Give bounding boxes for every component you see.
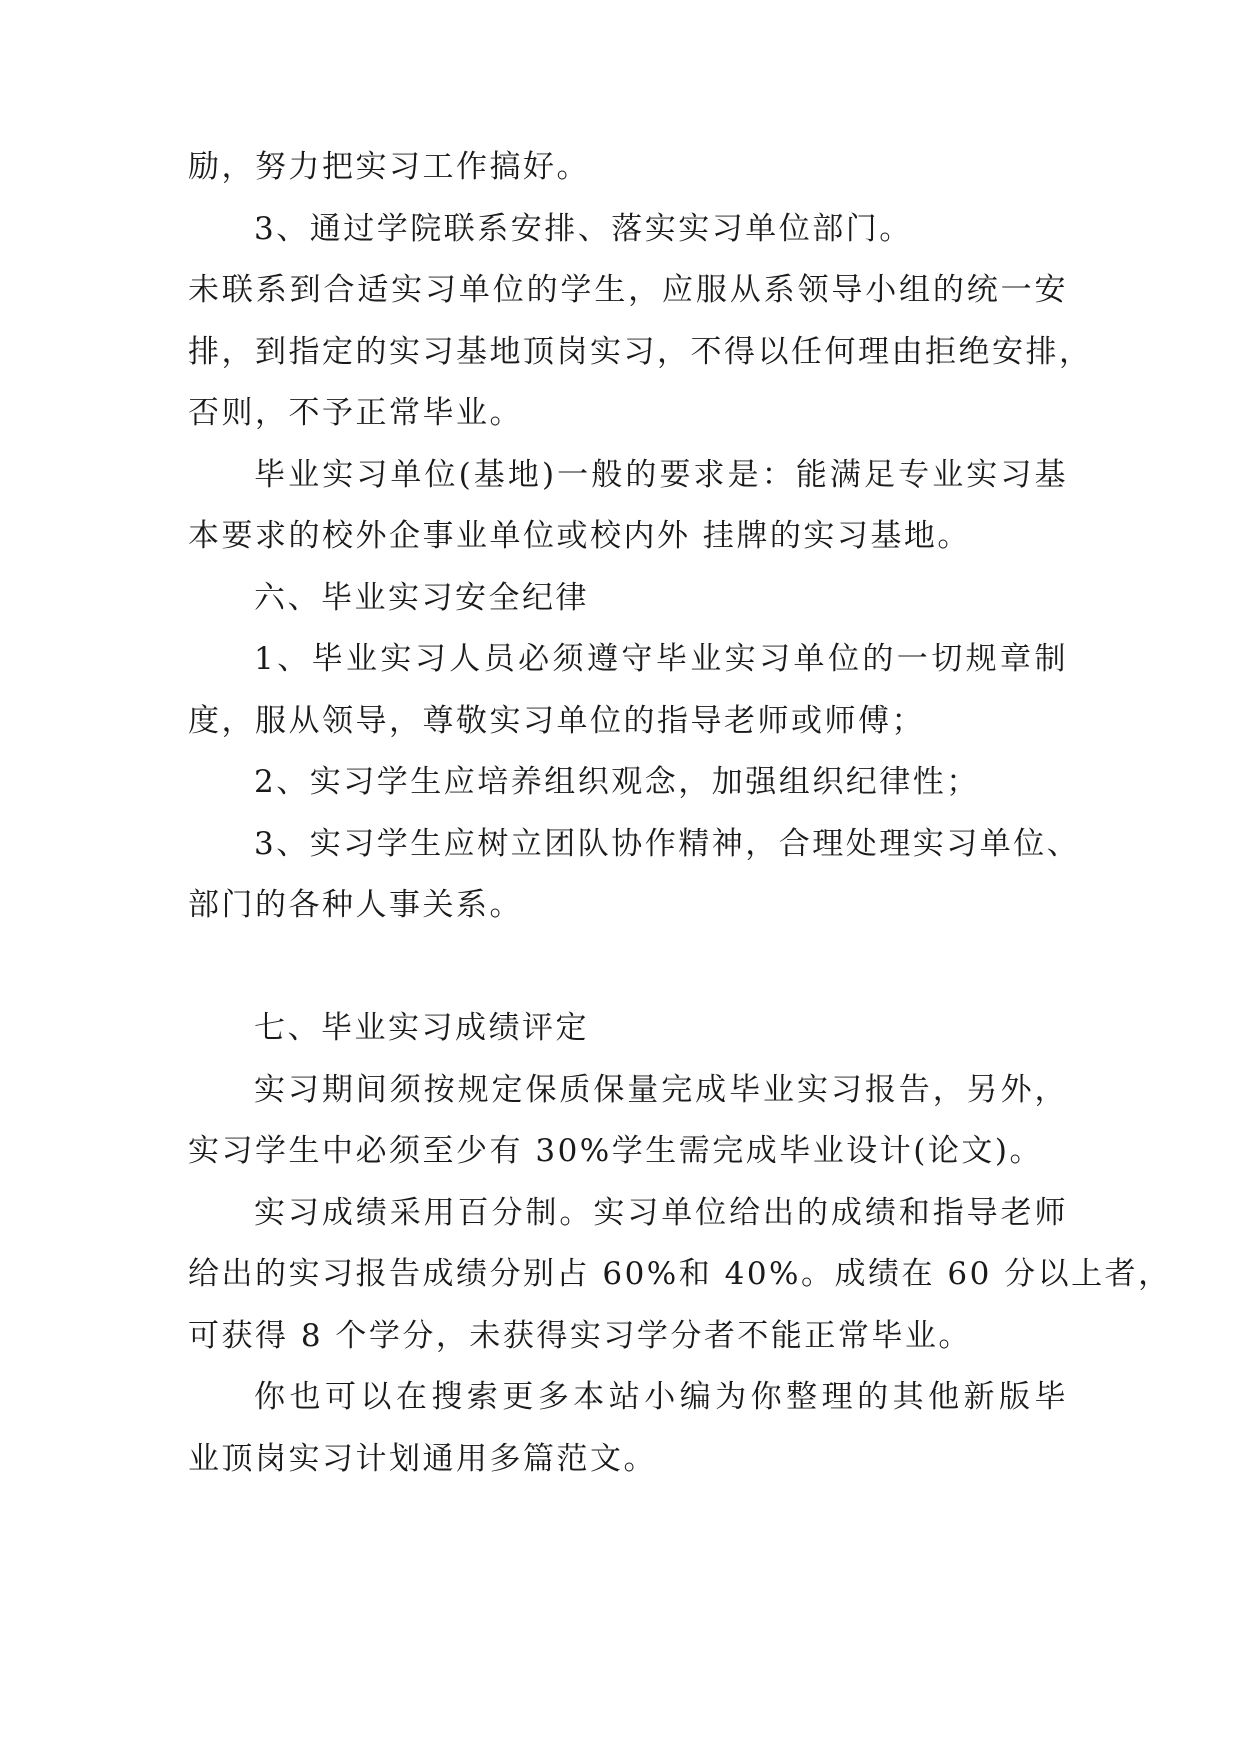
text-line: 1、毕业实习人员必须遵守毕业实习单位的一切规章制 — [254, 641, 1068, 677]
text-line: 实习成绩采用百分制。实习单位给出的成绩和指导老师 — [254, 1194, 1068, 1231]
text-line: 排，到指定的实习基地顶岗实习，不得以任何理由拒绝安排， — [188, 333, 1093, 370]
text-line: 度，服从领导，尊敬实习单位的指导老师或师傅； — [188, 702, 925, 739]
text-line: 2、实习学生应培养组织观念，加强组织纪律性； — [254, 764, 980, 800]
text-line: 部门的各种人事关系。 — [188, 887, 523, 923]
text-line: 本要求的校外企事业单位或校内外 挂牌的实习基地。 — [188, 518, 971, 554]
text-line: 否则，不予正常毕业。 — [188, 395, 523, 431]
document-body — [188, 137, 1172, 1490]
text-line: 未联系到合适实习单位的学生，应服从系领导小组的统一安 — [188, 272, 1068, 308]
section-heading: 七、毕业实习成绩评定 — [254, 1010, 589, 1046]
blank-line — [188, 937, 1068, 999]
section-heading: 六、毕业实习安全纪律 — [254, 579, 589, 616]
text-line: 励，努力把实习工作搞好。 — [188, 149, 590, 185]
text-line: 给出的实习报告成绩分别占 60%和 40%。成绩在 60 分以上者， — [188, 1256, 1172, 1292]
text-line: 3、实习学生应树立团队协作精神，合理处理实习单位、 — [254, 825, 1081, 862]
text-line: 业顶岗实习计划通用多篇范文。 — [188, 1440, 657, 1477]
text-line: 实习期间须按规定保质保量完成毕业实习报告，另外， — [254, 1071, 1068, 1108]
text-line: 实习学生中必须至少有 30%学生需完成毕业设计(论文)。 — [188, 1133, 1043, 1169]
text-line: 你也可以在搜索更多本站小编为你整理的其他新版毕 — [254, 1379, 1068, 1415]
text-line: 毕业实习单位(基地)一般的要求是：能满足专业实习基 — [254, 456, 1068, 493]
text-line: 3、通过学院联系安排、落实实习单位部门。 — [254, 210, 913, 247]
text-line: 可获得 8 个学分，未获得实习学分者不能正常毕业。 — [188, 1317, 972, 1354]
